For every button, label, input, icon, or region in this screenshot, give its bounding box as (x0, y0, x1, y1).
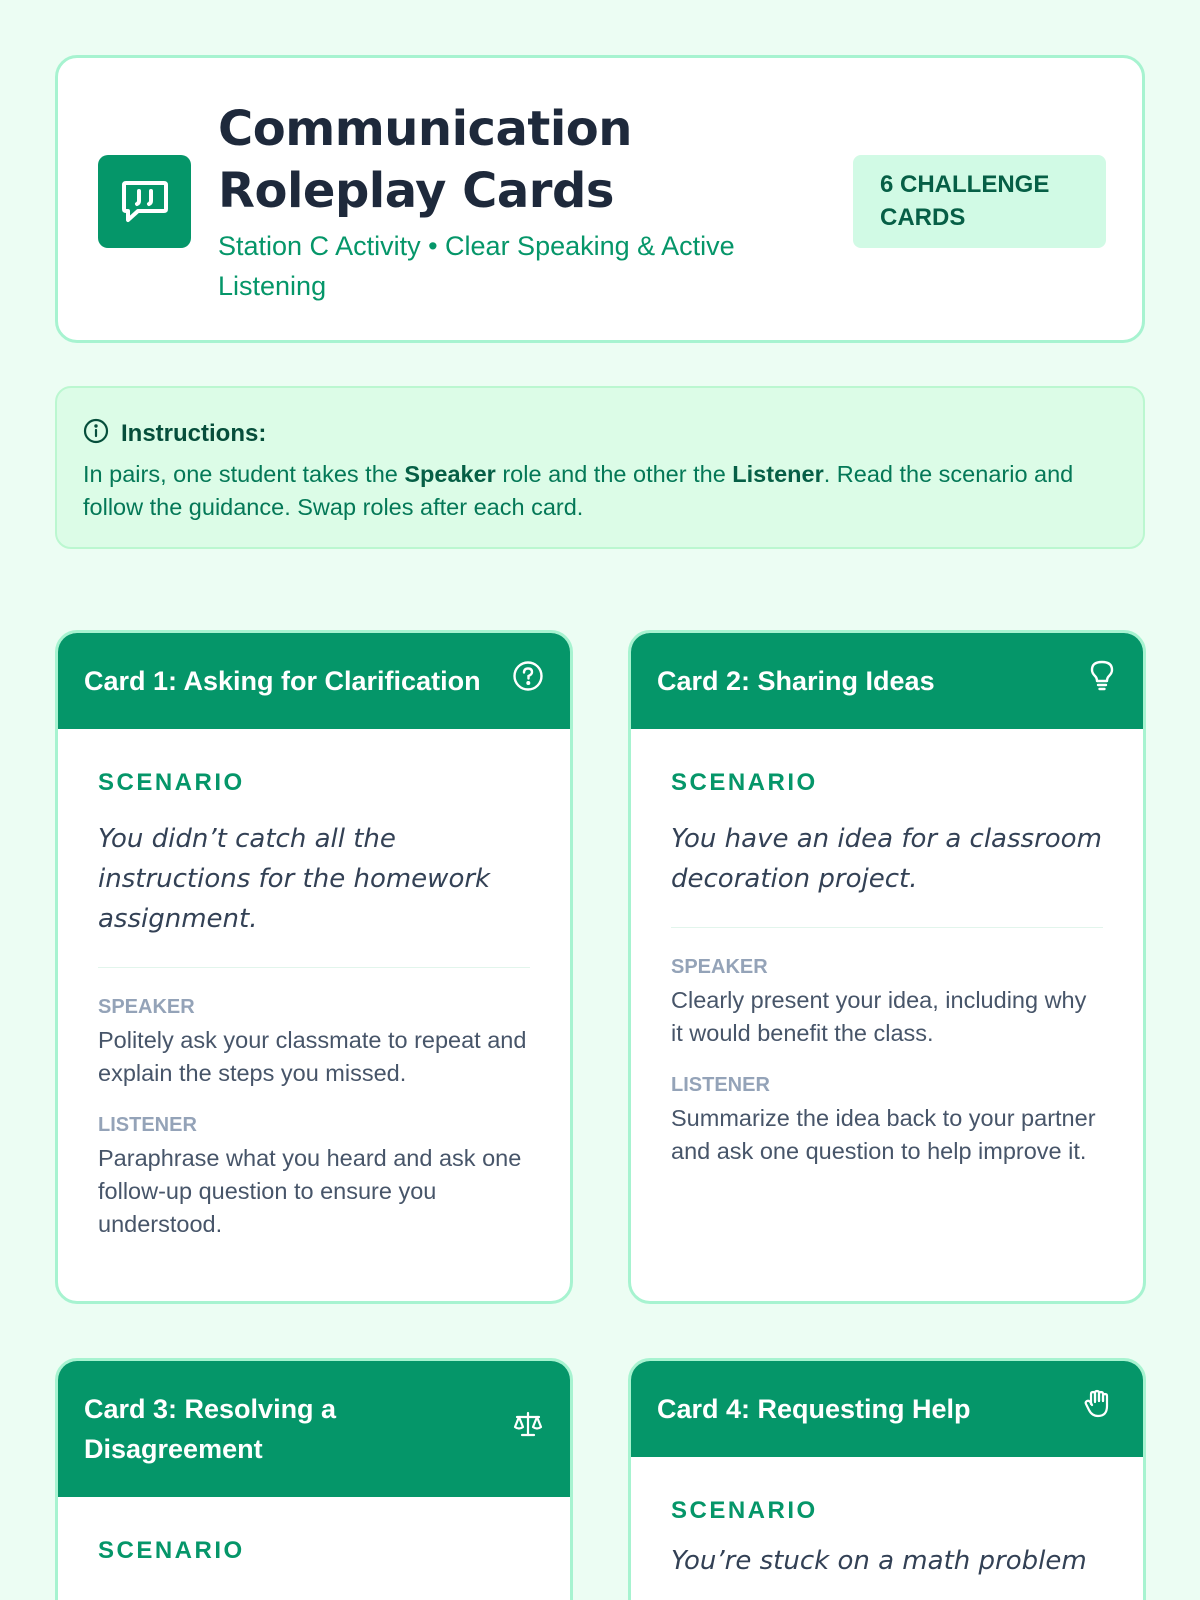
listener-emphasis: Listener (732, 461, 824, 487)
speaker-label: SPEAKER (671, 956, 768, 978)
instructions-text: In pairs, one student takes the Speaker role and the other the Listener. Read the scenario and follow the guidance. Swap roles after each card. (83, 461, 1074, 520)
card-title: Card 4: Requesting Help (657, 1394, 971, 1424)
scale-icon (512, 1408, 544, 1451)
scenario-text: You have an idea for a classroom decoration project. (671, 824, 1102, 894)
roleplay-card-1[interactable] (55, 630, 573, 1304)
scenario-label: SCENARIO (671, 1497, 818, 1524)
divider (671, 927, 1103, 928)
scenario-label: SCENARIO (98, 1537, 245, 1564)
instructions-panel (55, 386, 1145, 549)
divider (98, 967, 530, 968)
listener-text: Paraphrase what you heard and ask one follow-up question to ensure you understood. (98, 1145, 522, 1237)
speaker-text: Politely ask your classmate to repeat and explain the steps you missed. (98, 1027, 527, 1086)
scenario-text: You didn’t catch all the instructions for the homework assignment. (98, 824, 491, 934)
card-count-badge: 6 CHALLENGE CARDS (853, 155, 1106, 248)
scenario-label: SCENARIO (671, 769, 818, 796)
hand-icon (1083, 1388, 1117, 1431)
card-title: Card 2: Sharing Ideas (657, 666, 935, 696)
listener-label: LISTENER (671, 1074, 770, 1096)
instructions-heading: Instructions: (121, 420, 267, 447)
lightbulb-icon (1087, 659, 1117, 704)
listener-label: LISTENER (98, 1114, 197, 1136)
header-card (55, 55, 1145, 343)
speech-quote-icon (98, 155, 191, 248)
listener-text: Summarize the idea back to your partner and ask one question to help improve it. (671, 1105, 1096, 1164)
card-title: Card 3: Resolving a Disagreement (84, 1394, 337, 1464)
scenario-label: SCENARIO (98, 769, 245, 796)
roleplay-card-2[interactable] (628, 630, 1146, 1304)
page-subtitle: Station C Activity • Clear Speaking & Active Listening (218, 231, 735, 301)
page-title: Communication Roleplay Cards (218, 101, 632, 219)
speaker-emphasis: Speaker (404, 461, 496, 487)
question-circle-icon (512, 660, 544, 703)
roleplay-card-3[interactable] (55, 1358, 573, 1600)
info-icon (83, 418, 109, 451)
card-title: Card 1: Asking for Clarification (84, 666, 481, 696)
speaker-text: Clearly present your idea, including why it would benefit the class. (671, 987, 1087, 1046)
roleplay-card-4[interactable] (628, 1358, 1146, 1600)
scenario-text: You’re stuck on a math problem (671, 1546, 1087, 1576)
speaker-label: SPEAKER (98, 996, 195, 1018)
